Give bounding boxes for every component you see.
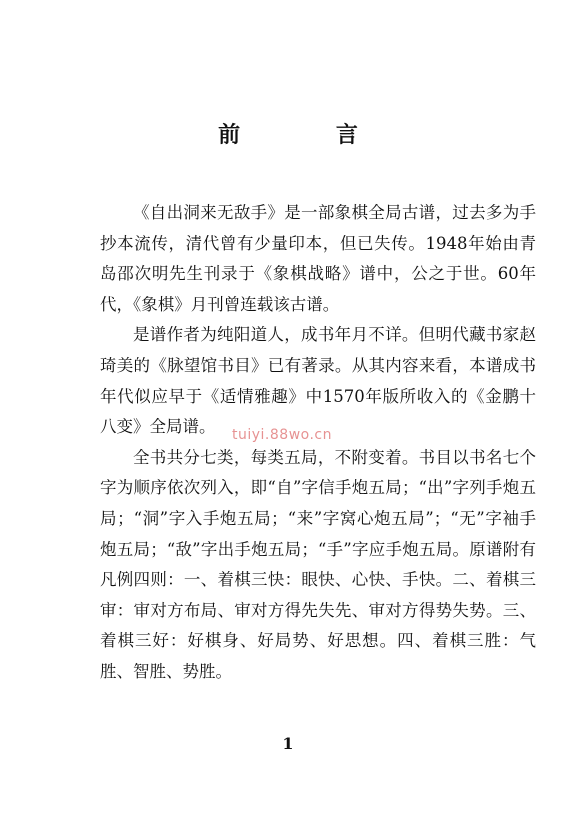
page-title: 前 言 [218,122,402,148]
paragraph-2: 是谱作者为纯阳道人，成书年月不详。但明代藏书家赵琦美的《脉望馆书目》已有著录。从其内容来看，本谱成书年代似应早于《适情雅趣》中1570年版所收入的《金鹏十八变》全局谱。 [100,325,536,437]
paragraph-3: 全书共分七类，每类五局，不附变着。书目以书名七个字为顺序依次列入，即“自”字信手炮五局；“出”字列手炮五局；“洞”字入手炮五局；“来”字窝心炮五局”；“无”字袖手炮五局；“敌”字出手炮五局；“手”字应手炮五局。原谱附有凡例四则：一、着棋三快：眼快、心快、手快。二、着棋三审：审对方布局、审对方得先失先、审对方得势失势。三、着棋三好：好棋身、好局势、好思想。四、着棋三胜：气胜、智胜、势胜。 [100,447,536,681]
watermark-text: tuiyi.88wo.cn [232,427,332,443]
paragraph-1: 《自出洞来无敌手》是一部象棋全局古谱，过去多为手抄本流传，清代曾有少量印本，但已失传。1948年始由青岛邵次明先生刊录于《象棋战略》谱中，公之于世。60年代，《象棋》月刊曾连载该古谱。 [100,203,536,314]
page-number: 1 [282,734,294,753]
